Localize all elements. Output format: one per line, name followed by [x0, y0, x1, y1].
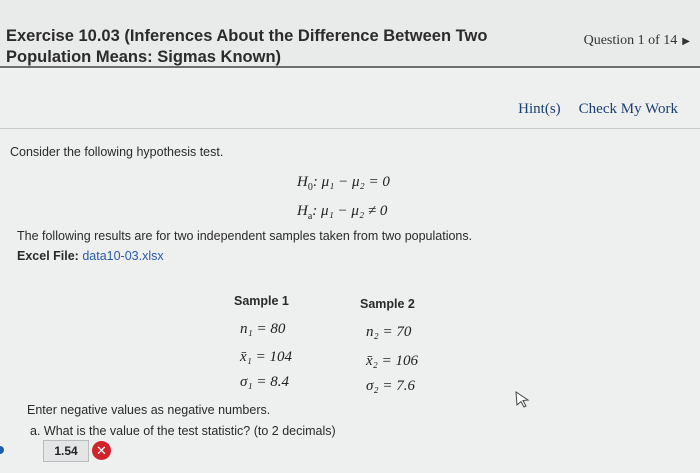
- null-hypothesis: $H_0$: μ₁ − μ₂ = 0: [297, 174, 390, 193]
- sample1-n: n₁ = 80: [240, 321, 286, 337]
- sample1-mean: x̄₁ = 104: [240, 349, 292, 365]
- hints-link[interactable]: Hint(s): [518, 101, 561, 117]
- incorrect-x-icon: ✕: [92, 441, 111, 460]
- test-statistic-input[interactable]: 1.54: [43, 440, 89, 462]
- next-question-icon[interactable]: ▶: [682, 35, 690, 47]
- sample2-header: Sample 2: [360, 297, 415, 311]
- hint-bar: [518, 101, 678, 118]
- exercise-header: [0, 0, 700, 68]
- mouse-cursor-icon: [514, 390, 530, 408]
- problem-intro: Consider the following hypothesis test.: [10, 145, 224, 159]
- sample1-header: Sample 1: [234, 294, 289, 308]
- question-navigator[interactable]: [584, 33, 690, 49]
- exercise-title: Exercise 10.03 (Inferences About the Difference Between Two Population Means: Sigmas Known): [6, 27, 488, 66]
- alternative-hypothesis: $H_a$: μ₁ − μ₂ ≠ 0: [297, 203, 388, 222]
- sample1-sigma: σ₁ = 8.4: [240, 374, 289, 390]
- sample2-sigma: σ₂ = 7.6: [366, 378, 415, 394]
- sample2-n: n₂ = 70: [366, 324, 412, 340]
- negative-values-note: Enter negative values as negative numbers.: [27, 403, 271, 417]
- sample2-mean: x̄₂ = 106: [366, 353, 418, 369]
- question-counter[interactable]: Question 1 of 14: [583, 33, 678, 48]
- excel-file-line: [17, 249, 164, 263]
- results-description: The following results are for two independent samples taken from two populations.: [17, 229, 473, 243]
- excel-file-link[interactable]: data10-03.xlsx: [82, 249, 164, 263]
- check-my-work-link[interactable]: Check My Work: [578, 101, 678, 117]
- excel-file-label: Excel File:: [17, 249, 79, 263]
- question-a-prompt: a. What is the value of the test statistic? (to 2 decimals): [30, 424, 336, 438]
